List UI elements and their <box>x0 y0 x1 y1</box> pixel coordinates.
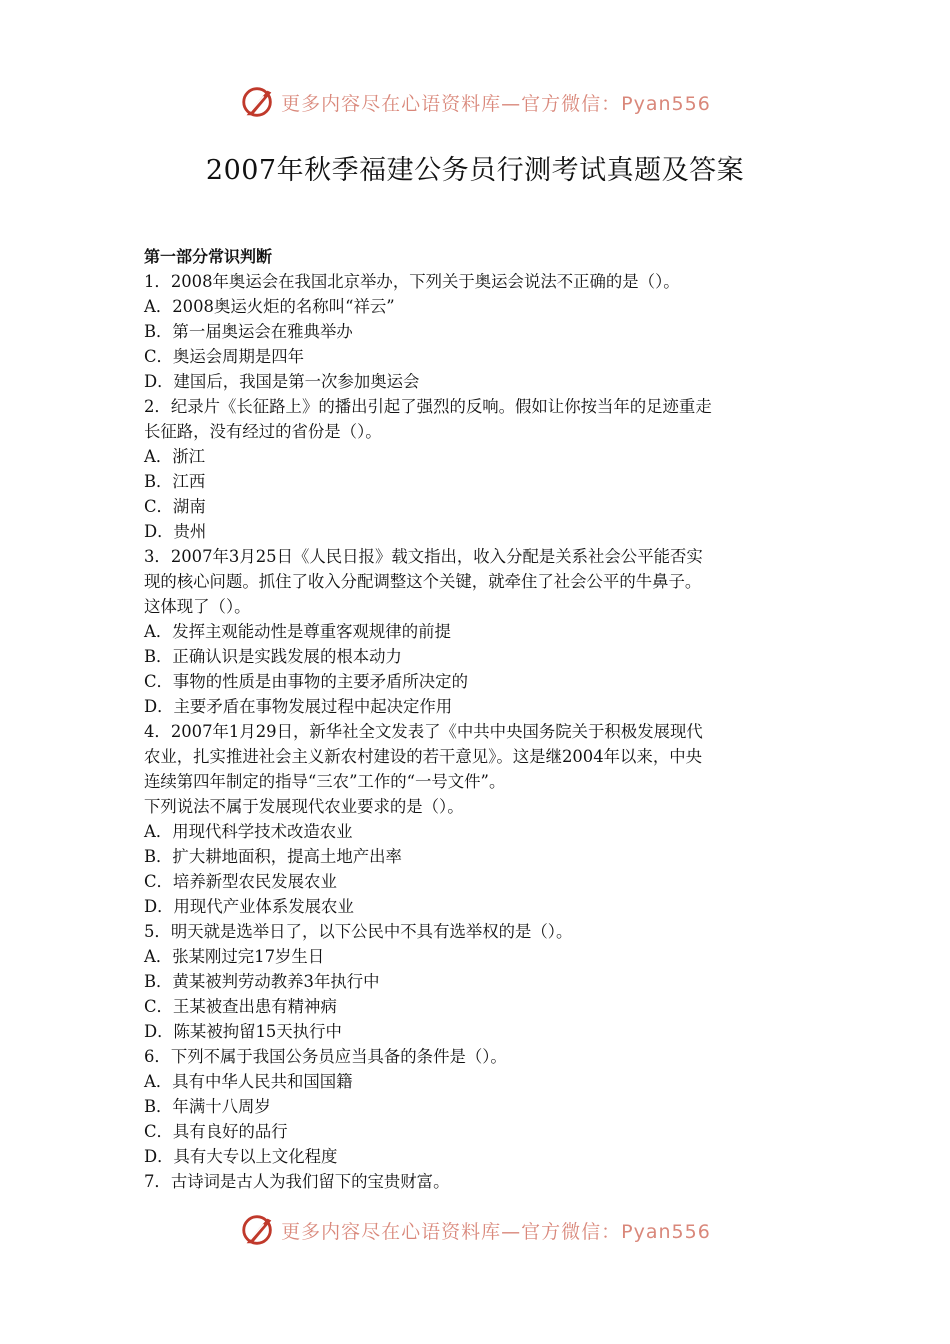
text-line: A．2008奥运火炬的名称叫“祥云” <box>144 297 395 316</box>
text-line: A．发挥主观能动性是尊重客观规律的前提 <box>144 622 451 641</box>
text-line: 这体现了（）。 <box>144 597 251 616</box>
text-line: B．江西 <box>144 472 206 491</box>
document-body <box>144 244 812 1194</box>
page-title: 2007年秋季福建公务员行测考试真题及答案 <box>205 155 745 186</box>
text-line: 现的核心问题。抓住了收入分配调整这个关键，就牵住了社会公平的牛鼻子。 <box>144 572 702 591</box>
text-line: D．主要矛盾在事物发展过程中起决定作用 <box>144 697 453 716</box>
text-line: 连续第四年制定的指导“三农”工作的“一号文件”。 <box>144 772 506 791</box>
section-heading: 第一部分常识判断 <box>144 247 273 266</box>
text-line: D．陈某被拘留15天执行中 <box>144 1022 342 1041</box>
text-line: C．事物的性质是由事物的主要矛盾所决定的 <box>144 672 468 691</box>
footer-banner-text: 更多内容尽在心语资料库—官方微信：Pyan556 <box>281 1220 711 1243</box>
text-line: 6．下列不属于我国公务员应当具备的条件是（）。 <box>144 1047 507 1066</box>
footer-banner <box>0 1208 950 1252</box>
text-line: 2．纪录片《长征路上》的播出引起了强烈的反响。假如让你按当年的足迹重走 <box>144 397 712 416</box>
text-line: 5．明天就是选举日了，以下公民中不具有选举权的是（）。 <box>144 922 573 941</box>
text-line: B．第一届奥运会在雅典举办 <box>144 322 353 341</box>
text-line: A．具有中华人民共和国国籍 <box>144 1072 353 1091</box>
header-banner <box>0 80 950 124</box>
quill-logo-icon <box>239 1211 277 1249</box>
text-line: B．年满十八周岁 <box>144 1097 271 1116</box>
text-line: C．奥运会周期是四年 <box>144 347 305 366</box>
text-line: C．王某被查出患有精神病 <box>144 997 337 1016</box>
text-line: 3．2007年3月25日《人民日报》载文指出，收入分配是关系社会公平能否实 <box>144 547 703 566</box>
quill-logo-icon <box>239 83 277 121</box>
text-line: C．湖南 <box>144 497 206 516</box>
text-line: 4．2007年1月29日，新华社全文发表了《中共中央国务院关于积极发展现代 <box>144 722 703 741</box>
text-line: B．黄某被判劳动教养3年执行中 <box>144 972 380 991</box>
text-line: 7．古诗词是古人为我们留下的宝贵财富。 <box>144 1172 450 1191</box>
text-line: D．用现代产业体系发展农业 <box>144 897 354 916</box>
text-line: D．建国后，我国是第一次参加奥运会 <box>144 372 420 391</box>
text-line: C．具有良好的品行 <box>144 1122 288 1141</box>
text-line: A．用现代科学技术改造农业 <box>144 822 353 841</box>
text-line: D．具有大专以上文化程度 <box>144 1147 338 1166</box>
text-line: 1．2008年奥运会在我国北京举办，下列关于奥运会说法不正确的是（）。 <box>144 272 680 291</box>
text-line: B．正确认识是实践发展的根本动力 <box>144 647 402 666</box>
text-line: C．培养新型农民发展农业 <box>144 872 337 891</box>
header-banner-text: 更多内容尽在心语资料库—官方微信：Pyan556 <box>281 92 711 115</box>
text-line: D．贵州 <box>144 522 207 541</box>
text-line: A．张某刚过完17岁生日 <box>144 947 325 966</box>
text-line: B．扩大耕地面积，提高土地产出率 <box>144 847 402 866</box>
text-line: 下列说法不属于发展现代农业要求的是（）。 <box>144 797 464 816</box>
text-line: 长征路，没有经过的省份是（）。 <box>144 422 382 441</box>
text-line: A．浙江 <box>144 447 206 466</box>
text-line: 农业，扎实推进社会主义新农村建设的若干意见》。这是继2004年以来，中央 <box>144 747 703 766</box>
